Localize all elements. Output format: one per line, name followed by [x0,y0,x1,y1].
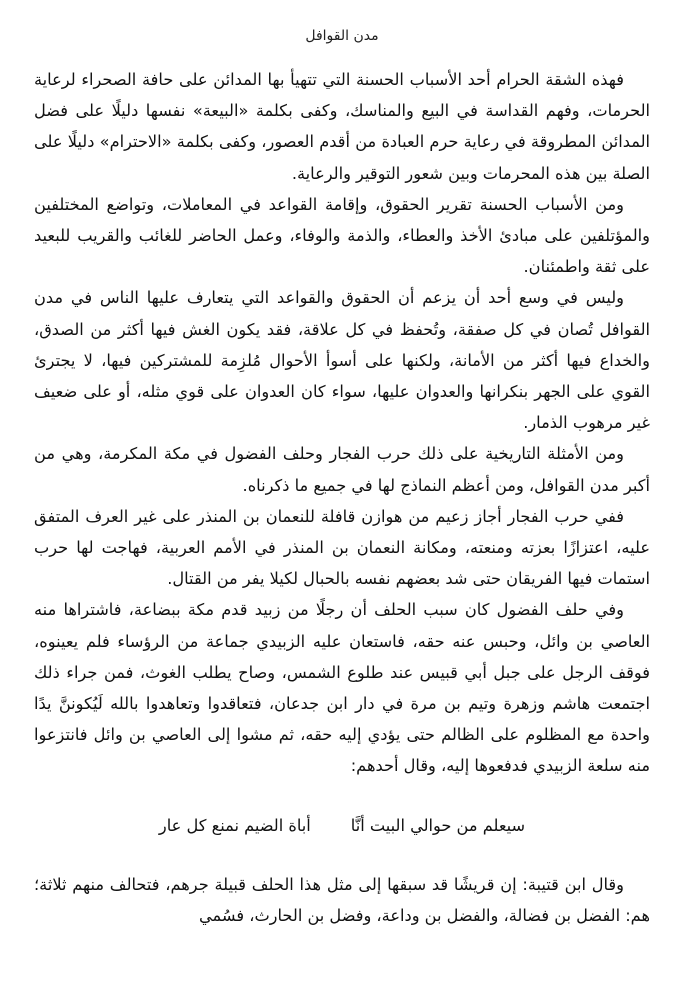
poetry-verse [34,810,650,841]
paragraph: ففي حرب الفجار أجاز زعيم من هوازن قافلة للنعمان بن المنذر على غير العرف المتفق عليه، اعتزازًا بعزته ومنعته، ومكانة النعمان بن المنذر في الأمم العربية، فهاجت لها حرب استمات فيها الفريقان حتى شد بعضهم نفسه بالحبال لكيلا يفر من القتال. [34,506,650,589]
running-header: مدن القوافل [305,28,379,44]
verse-second-hemistich: أباة الضيم نمنع كل عار [158,815,311,835]
paragraph: ومن الأمثلة التاريخية على ذلك حرب الفجار وحلف الفضول في مكة المكرمة، وهي من أكبر مدن القوافل، ومن أعظم النماذج لها في جميع ما ذكرناه. [34,444,650,495]
main-text [34,64,650,931]
paragraph: فهذه الشقة الحرام أحد الأسباب الحسنة التي تتهيأ بها المدائن على حافة الصحراء لرعاية الحرمات، وفهم القداسة في البيع والمناسك، وكفى بكلمة «البيعة» نفسها دليلًا على فضل المدائن المطروقة في رعاية حرم العبادة من أقدم العصور، وكفى بكلمة «الاحترام» دليلًا على الصلة بين هذه المحرمات وبين شعور التوقير والرعاية. [34,70,650,183]
paragraph: ومن الأسباب الحسنة تقرير الحقوق، وإقامة القواعد في المعاملات، وتواضع المختلفين والمؤتلفين على مبادئ الأخذ والعطاء، والذمة والوفاء، وعمل الحاضر للغائب والقريب للبعيد على ثقة واطمئنان. [34,194,650,277]
paragraph: وقال ابن قتيبة: إن قريشًا قد سبقها إلى مثل هذا الحلف قبيلة جرهم، فتحالف منهم ثلاثة؛ هم: الفضل بن فضالة، والفضل بن وداعة، وفضل بن الحارث، فسُمي [34,874,650,926]
verse-first-hemistich: سيعلم من حوالي البيت أنَّا [350,815,526,835]
paragraph: وفي حلف الفضول كان سبب الحلف أن رجلًا من زبيد قدم مكة ببضاعة، فاشتراها منه العاصي بن وائل، وحبس عنه حقه، فاستعان عليه الزبيدي جماعة من الرؤساء فلم يعينوه، فوقف الرجل على جبل أبي قبيس عند طلوع الشمس، وصاح يطلب الغوث، فمن جراء ذلك اجتمعت هاشم وزهرة وتيم بن مرة في دار ابن جدعان، فتعاقدوا وتعاهدوا بالله لَيُكوننَّ يدًا واحدة مع المظلوم على الظالم حتى يؤدي إليه حقه، ثم مشوا إلى العاصي بن وائل فانتزعوا منه سلعة الزبيدي فدفعوها إليه، وقال أحدهم: [34,600,650,776]
paragraph: وليس في وسع أحد أن يزعم أن الحقوق والقواعد التي يتعارف عليها الناس في مدن القوافل تُصان في كل صفقة، وتُحفظ في كل علاقة، فقد يكون الغش فيها أكثر من الصدق، والخداع فيها أكثر من الأمانة، ولكنها على أسوأ الأحوال مُلزِمة للمشتركين فيها، لا يجترئ القوي على الجهر بنكرانها والعدوان عليها، سواء كان العدوان على قوي مثله، أو على ضعيف غير مرهوب الذمار. [34,288,650,433]
